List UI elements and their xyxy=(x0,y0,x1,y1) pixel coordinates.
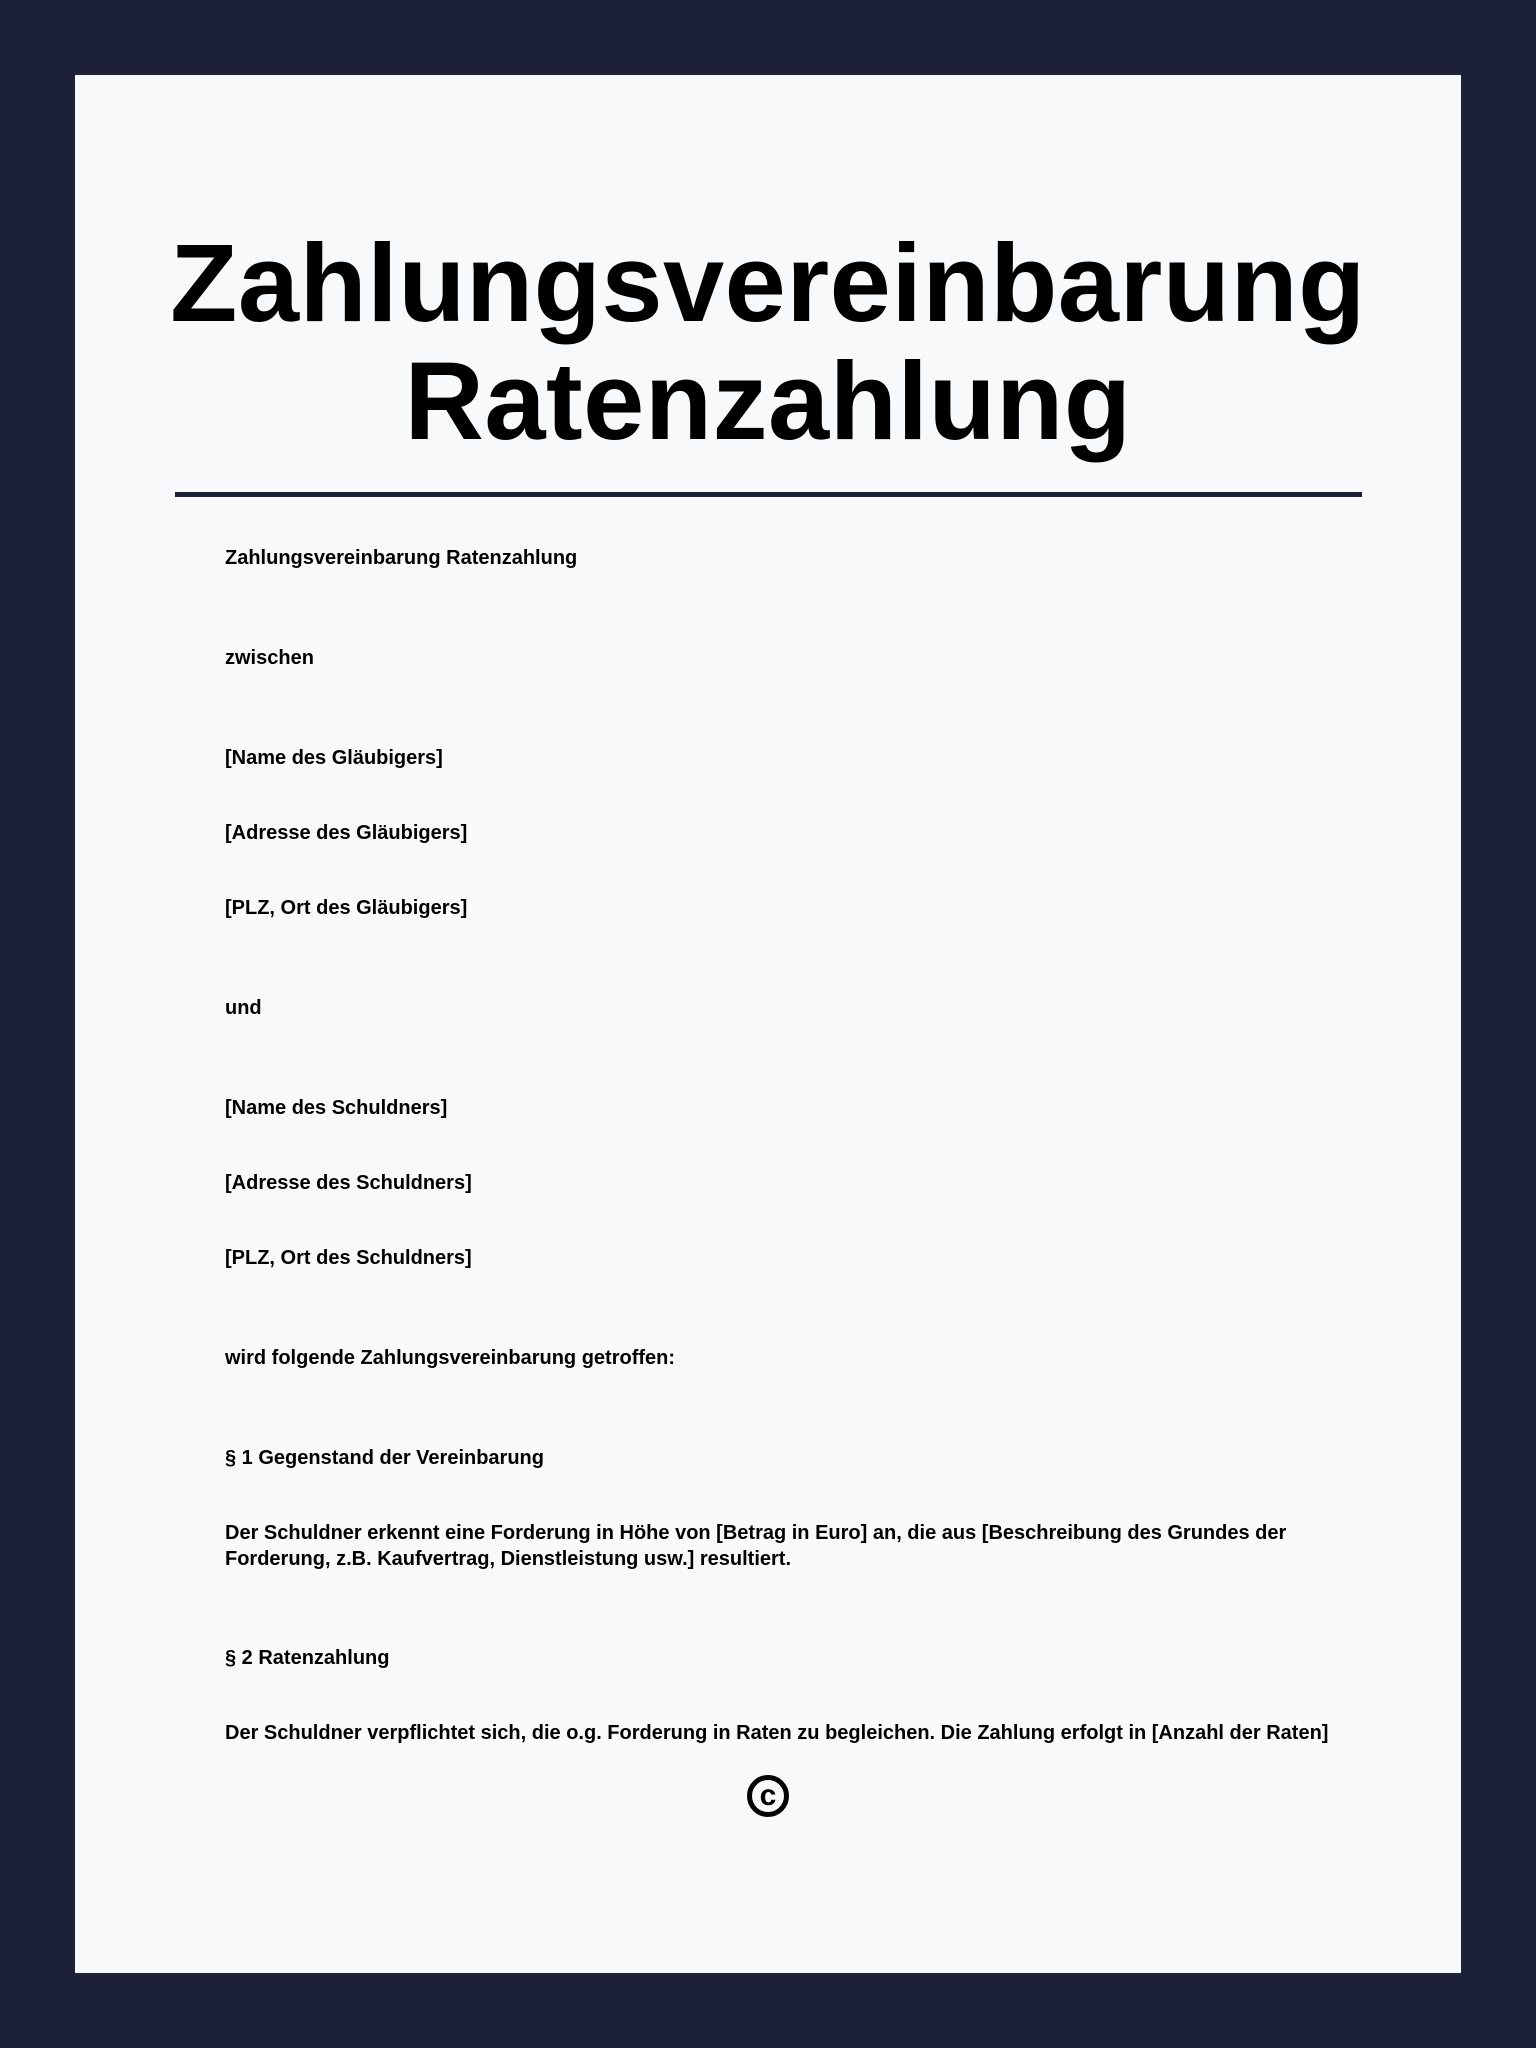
debtor-name: [Name des Schuldners] xyxy=(225,1097,448,1119)
creditor-city: [PLZ, Ort des Gläubigers] xyxy=(225,897,468,919)
section-1-text: Der Schuldner erkennt eine Forderung in Höhe von [Betrag in Euro] an, die aus [Beschreibung des Grundes der Forderung, z.B. Kaufvertrag, Dienstleistung usw.] resultiert. xyxy=(225,1522,1287,1570)
section-1-heading: § 1 Gegenstand der Vereinbarung xyxy=(225,1447,544,1469)
copyright-icon: c xyxy=(747,1775,789,1817)
document-title xyxy=(0,222,1536,463)
title-line-1: Zahlungsvereinbarung xyxy=(170,222,1366,345)
doc-heading: Zahlungsvereinbarung Ratenzahlung xyxy=(225,547,578,569)
paragraph-zwischen: zwischen xyxy=(225,647,314,669)
creditor-address: [Adresse des Gläubigers] xyxy=(225,822,468,844)
creditor-name: [Name des Gläubigers] xyxy=(225,747,443,769)
title-line-2: Ratenzahlung xyxy=(404,340,1132,463)
section-2-text: Der Schuldner verpflichtet sich, die o.g. Forderung in Raten zu begleichen. Die Zahlung erfolgt in [Anzahl der Raten] xyxy=(225,1722,1329,1744)
debtor-city: [PLZ, Ort des Schuldners] xyxy=(225,1247,472,1269)
paragraph-und: und xyxy=(225,997,262,1019)
title-divider xyxy=(175,492,1362,497)
agreement-intro: wird folgende Zahlungsvereinbarung getroffen: xyxy=(225,1347,676,1369)
debtor-address: [Adresse des Schuldners] xyxy=(225,1172,472,1194)
section-2-heading: § 2 Ratenzahlung xyxy=(225,1647,390,1669)
